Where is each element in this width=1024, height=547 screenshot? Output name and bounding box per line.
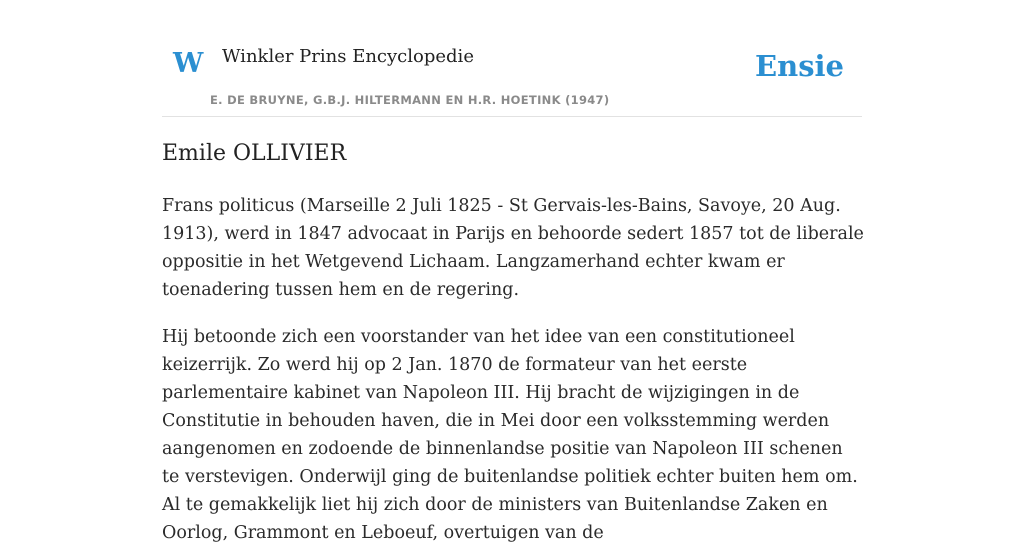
article-title: Emile OLLIVIER [162, 141, 347, 166]
article-paragraph: Frans politicus (Marseille 2 Juli 1825 - St Gervais-les-Bains, Savoye, 20 Aug. 1913), werd in 1847 advocaat in Parijs en behoorde sedert 1857 tot de liberale oppositie in het Wetgevend Lichaam. Langzamerhand echter kwam er toenadering tussen hem en de regering. [162, 195, 864, 300]
encyclopedia-title[interactable]: Winkler Prins Encyclopedie [222, 46, 474, 67]
ensie-brand-logo[interactable]: Ensie [755, 49, 844, 83]
article-paragraph: Hij betoonde zich een voorstander van het idee van een constitutioneel keizerrijk. Zo werd hij op 2 Jan. 1870 de formateur van het eerste parlementaire kabinet van Napoleon III. Hij bracht de wijzigingen in de Constitutie in behouden haven, die in Mei door een volksstemming werden aangenomen en zodoende de binnenlandse positie van Napoleon III schenen te verstevigen. Onderwijl ging de buitenlandse politiek echter buiten hem om. Al te gemakkelijk liet hij zich door de ministers van Buitenlandse Zaken en Oorlog, Grammont en Leboeuf, overtuigen van de [162, 326, 858, 543]
site-logo[interactable]: W [173, 48, 204, 79]
authors-byline: E. DE BRUYNE, G.B.J. HILTERMANN EN H.R. HOETINK (1947) [210, 93, 610, 107]
article [162, 140, 864, 547]
site-header [162, 0, 862, 117]
